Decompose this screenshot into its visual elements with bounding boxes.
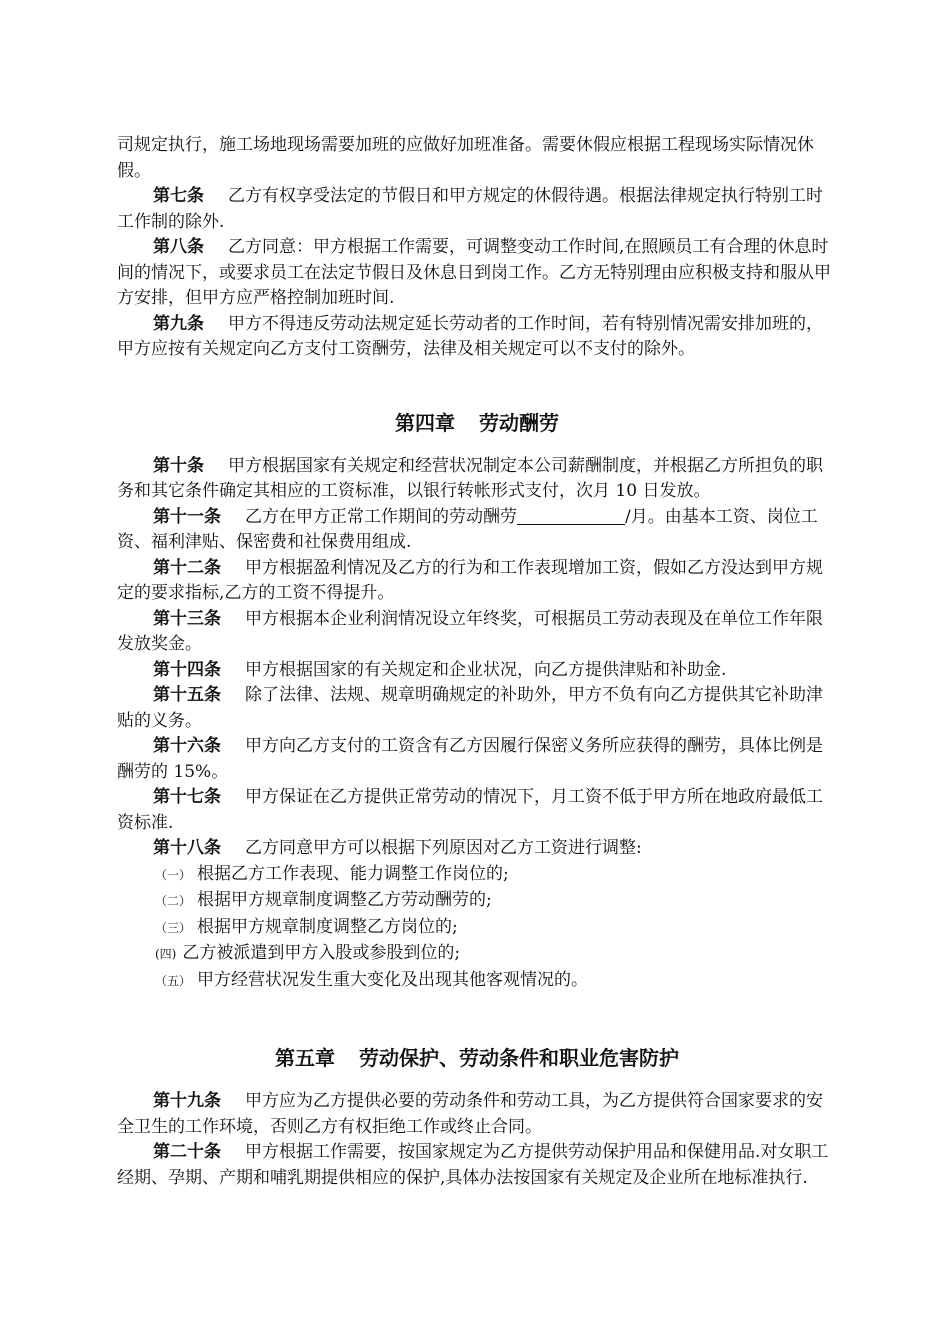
article-text: 甲方根据国家的有关规定和企业状况，向乙方提供津贴和补助金. xyxy=(245,659,727,680)
list-item-number: （二） xyxy=(155,894,192,908)
article-label: 第十七条 xyxy=(153,787,221,807)
article-label: 第十六条 xyxy=(153,736,221,756)
list-item xyxy=(117,888,837,915)
list-item-text: 乙方被派遣到甲方入股或参股到位的; xyxy=(182,943,461,963)
article-12 xyxy=(117,556,837,607)
article-9 xyxy=(117,312,837,363)
article-text: 甲方根据盈利情况及乙方的行为和工作表现增加工资，假如乙方没达到甲方规定的要求指标,乙方的工资不得提升。 xyxy=(117,557,823,603)
article-15 xyxy=(117,683,837,734)
article-text: 乙方有权享受法定的节假日和甲方规定的休假待遇。根据法律规定执行特别工时工作制的除外. xyxy=(117,186,823,232)
chapter-4-heading xyxy=(117,407,837,436)
article-text: 甲方根据国家有关规定和经营状况制定本公司薪酬制度，并根据乙方所担负的职务和其它条件确定其相应的工资标准，以银行转帐形式支付，次月 10 日发放。 xyxy=(117,455,823,501)
article-label: 第八条 xyxy=(153,237,204,257)
article-label: 第十二条 xyxy=(153,557,221,578)
article-text: 甲方向乙方支付的工资含有乙方因履行保密义务所应获得的酬劳，具体比例是酬劳的 15%。 xyxy=(117,736,823,782)
article-label: 第十条 xyxy=(153,455,204,476)
list-item-text: 根据乙方工作表现、能力调整工作岗位的; xyxy=(197,863,509,884)
article-label: 第十一条 xyxy=(153,506,221,527)
article-14 xyxy=(117,658,837,684)
article-label: 第十三条 xyxy=(153,608,221,629)
chapter-5-heading xyxy=(117,1042,837,1071)
chapter-title: 劳动保护、劳动条件和职业危害防护 xyxy=(359,1046,679,1070)
list-item xyxy=(117,915,837,942)
article-label: 第二十条 xyxy=(153,1142,221,1162)
article-label: 第十八条 xyxy=(153,838,221,858)
article-10 xyxy=(117,454,837,505)
article-label: 第十四条 xyxy=(153,659,221,680)
list-item xyxy=(117,968,837,995)
article-11 xyxy=(117,505,837,556)
salary-blank-field[interactable] xyxy=(517,507,625,525)
chapter-number: 第四章 xyxy=(395,410,455,435)
article-text: 乙方在甲方正常工作期间的劳动酬劳 xyxy=(245,506,517,527)
document-page xyxy=(117,133,837,1191)
article-label: 第十五条 xyxy=(153,685,221,705)
article-label: 第十九条 xyxy=(153,1091,221,1111)
article-text-continued: /月。由基本工资、岗位工资、福利津贴、保密费和社保费用组成. xyxy=(117,506,818,552)
article-text: 除了法律、法规、规章明确规定的补助外，甲方不负有向乙方提供其它补助津贴的义务。 xyxy=(117,685,823,731)
list-item-number: (四) xyxy=(155,947,177,961)
article-label: 第七条 xyxy=(153,186,204,206)
article-text: 甲方根据本企业利润情况设立年终奖，可根据员工劳动表现及在单位工作年限发放奖金。 xyxy=(117,608,823,654)
list-item-text: 根据甲方规章制度调整乙方岗位的; xyxy=(197,916,458,937)
article-13 xyxy=(117,607,837,658)
article-16 xyxy=(117,734,837,785)
chapter-title: 劳动酬劳 xyxy=(479,410,559,435)
list-item-number: （五） xyxy=(155,973,192,988)
continued-paragraph: 司规定执行，施工场地现场需要加班的应做好加班准备。需要休假应根据工程现场实际情况休假。 xyxy=(117,135,814,181)
article-17 xyxy=(117,785,837,836)
article-label: 第九条 xyxy=(153,313,204,334)
article-text: 乙方同意：甲方根据工作需要，可调整变动工作时间,在照顾员工有合理的休息时间的情况下，或要求员工在法定节假日及休息日到岗工作。乙方无特别理由应积极支持和服从甲方安排，但甲方应严格控制加班时间. xyxy=(117,237,831,308)
list-item-number: （三） xyxy=(155,920,192,935)
chapter-number: 第五章 xyxy=(275,1046,335,1070)
article-20 xyxy=(117,1140,837,1191)
article-19 xyxy=(117,1089,837,1140)
article-text: 甲方不得违反劳动法规定延长劳动者的工作时间，若有特别情况需安排加班的，甲方应按有关规定向乙方支付工资酬劳，法律及相关规定可以不支付的除外。 xyxy=(117,313,823,359)
article-text: 甲方根据工作需要，按国家规定为乙方提供劳动保护用品和保健用品.对女职工经期、孕期、产期和哺乳期提供相应的保护,具体办法按国家有关规定及企业所在地标准执行. xyxy=(117,1142,829,1188)
article-18 xyxy=(117,836,837,862)
list-item xyxy=(117,862,837,889)
article-text: 乙方同意甲方可以根据下列原因对乙方工资进行调整: xyxy=(245,838,642,858)
article-text: 甲方应为乙方提供必要的劳动条件和劳动工具，为乙方提供符合国家要求的安全卫生的工作环境，否则乙方有权拒绝工作或终止合同。 xyxy=(117,1091,823,1137)
article-text: 甲方保证在乙方提供正常劳动的情况下，月工资不低于甲方所在地政府最低工资标准. xyxy=(117,787,823,833)
article-8 xyxy=(117,235,837,312)
list-item-text: 根据甲方规章制度调整乙方劳动酬劳的; xyxy=(197,890,492,910)
list-item-number: （一） xyxy=(155,867,192,882)
list-item-text: 甲方经营状况发生重大变化及出现其他客观情况的。 xyxy=(197,969,589,990)
list-item xyxy=(117,941,837,968)
article-7 xyxy=(117,184,837,235)
